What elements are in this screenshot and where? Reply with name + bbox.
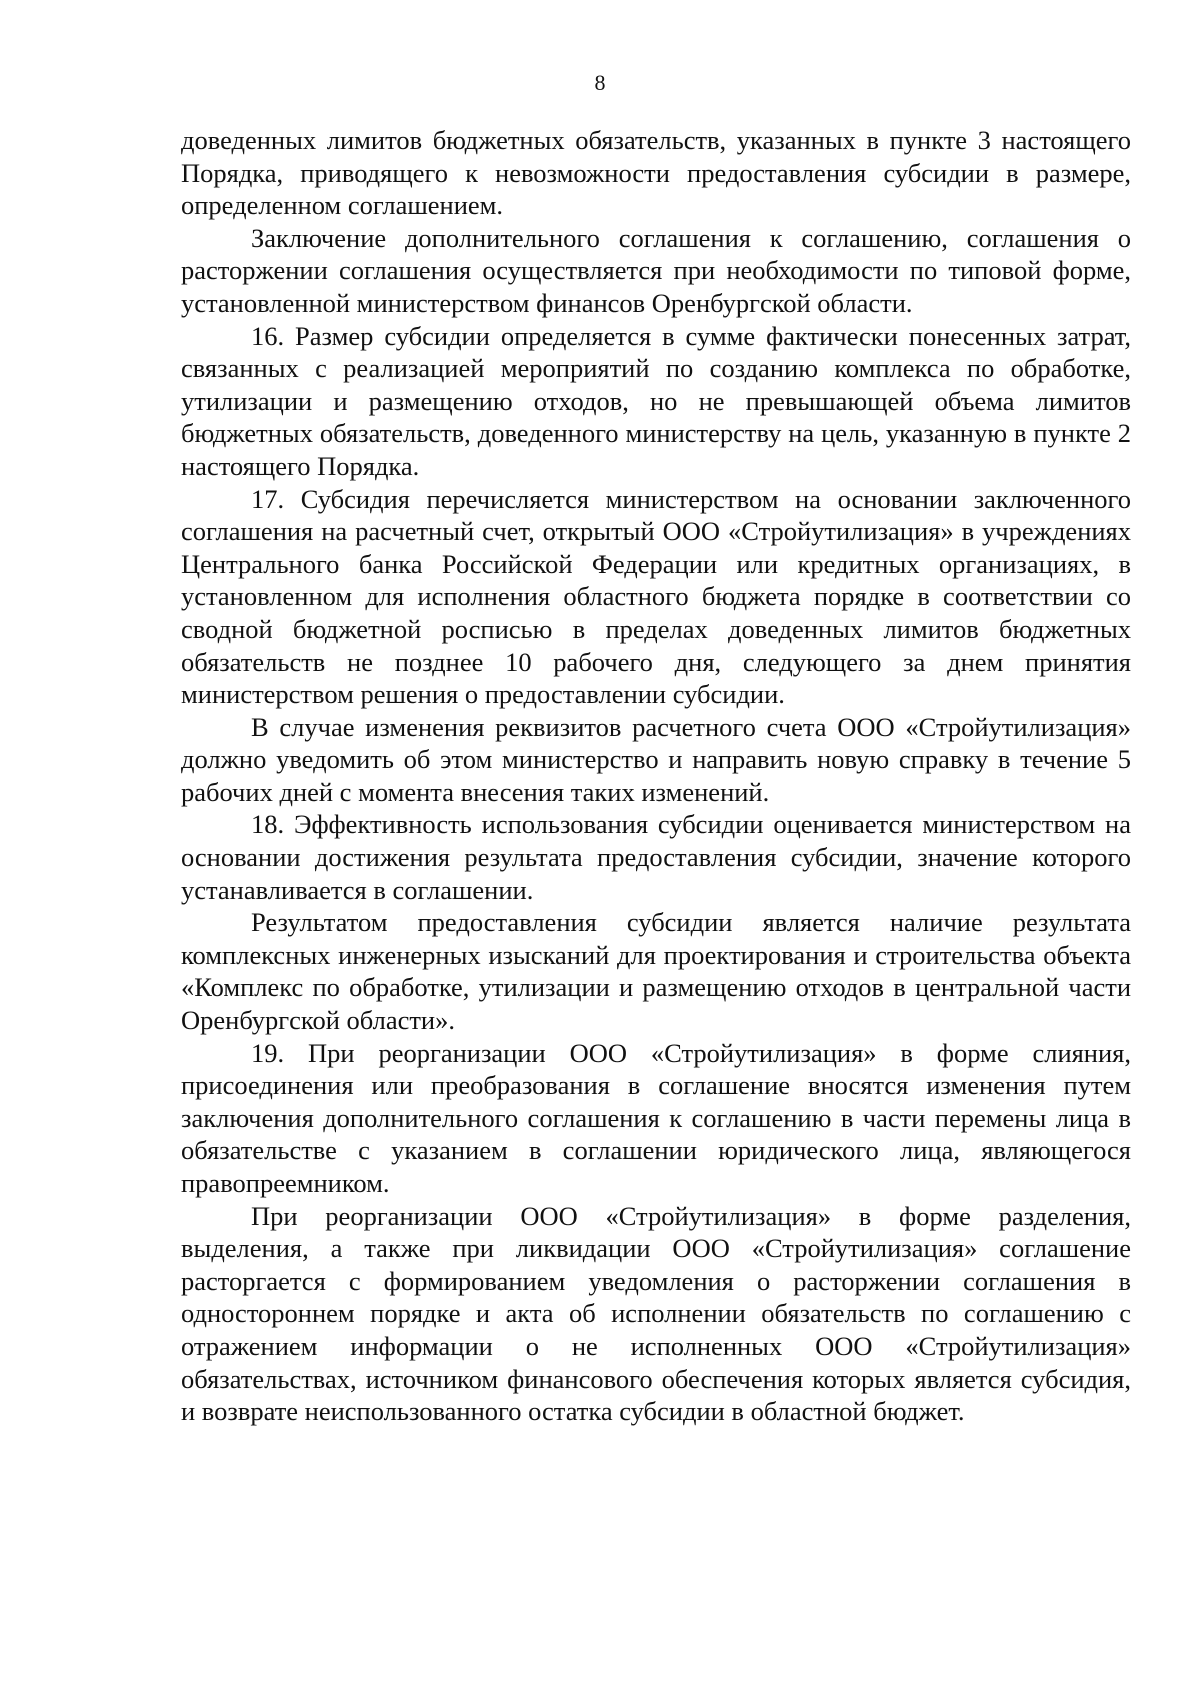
paragraph-reorganization-division: При реорганизации ООО «Стройутилизация» в форме разделения, выделения, а также при ликвидации ООО «Стройутилизация» соглашение расторгается с формированием уведомления о расторжении соглашения в одностороннем порядке и акта об исполнении обязательств по соглашению с отражением информации о не исполненных ООО «Стройутилизация» обязательствах, источником финансового обеспечения которых является субсидия, и возврате неиспользованного остатка субсидии в областной бюджет. [181,1200,1131,1427]
paragraph-19-reorganization-merge: 19. При реорганизации ООО «Стройутилизация» в форме слияния, присоединения или преобразования в соглашение вносятся изменения путем заключения дополнительного соглашения к соглашению в части перемены лица в обязательстве с указанием в соглашении юридического лица, являющегося правопреемником. [181,1037,1131,1198]
paragraph-additional-agreement: Заключение дополнительного соглашения к соглашению, соглашения о расторжении соглашения осуществляется при необходимости по типовой форме, установленной министерством финансов Оренбургской области. [181,222,1131,318]
document-body [181,124,1131,1428]
paragraph-account-change: В случае изменения реквизитов расчетного счета ООО «Стройутилизация» должно уведомить об этом министерство и направить новую справку в течение 5 рабочих дней с момента внесения таких изменений. [181,711,1131,807]
paragraph-continuation: доведенных лимитов бюджетных обязательств, указанных в пункте 3 настоящего Порядка, приводящего к невозможности предоставления субсидии в размере, определенном соглашением. [181,125,1131,221]
paragraph-result: Результатом предоставления субсидии является наличие результата комплексных инженерных изысканий для проектирования и строительства объекта «Комплекс по обработке, утилизации и размещению отходов в центральной части Оренбургской области». [181,907,1131,1036]
paragraph-17-subsidy-transfer: 17. Субсидия перечисляется министерством на основании заключенного соглашения на расчетный счет, открытый ООО «Стройутилизация» в учреждениях Центрального банка Российской Федерации или кредитных организациях, в установленном для исполнения областного бюджета порядке в соответствии со сводной бюджетной росписью в пределах доведенных лимитов бюджетных обязательств не позднее 10 рабочего дня, следующего за днем принятия министерством решения о предоставлении субсидии. [181,483,1131,710]
paragraph-16-subsidy-amount: 16. Размер субсидии определяется в сумме фактически понесенных затрат, связанных с реализацией мероприятий по созданию комплекса по обработке, утилизации и размещению отходов, но не превышающей объема лимитов бюджетных обязательств, доведенного министерству на цель, указанную в пункте 2 настоящего Порядка. [181,320,1131,481]
paragraph-18-efficiency: 18. Эффективность использования субсидии оценивается министерством на основании достижения результата предоставления субсидии, значение которого устанавливается в соглашении. [181,809,1131,905]
page-number: 8 [594,70,606,95]
